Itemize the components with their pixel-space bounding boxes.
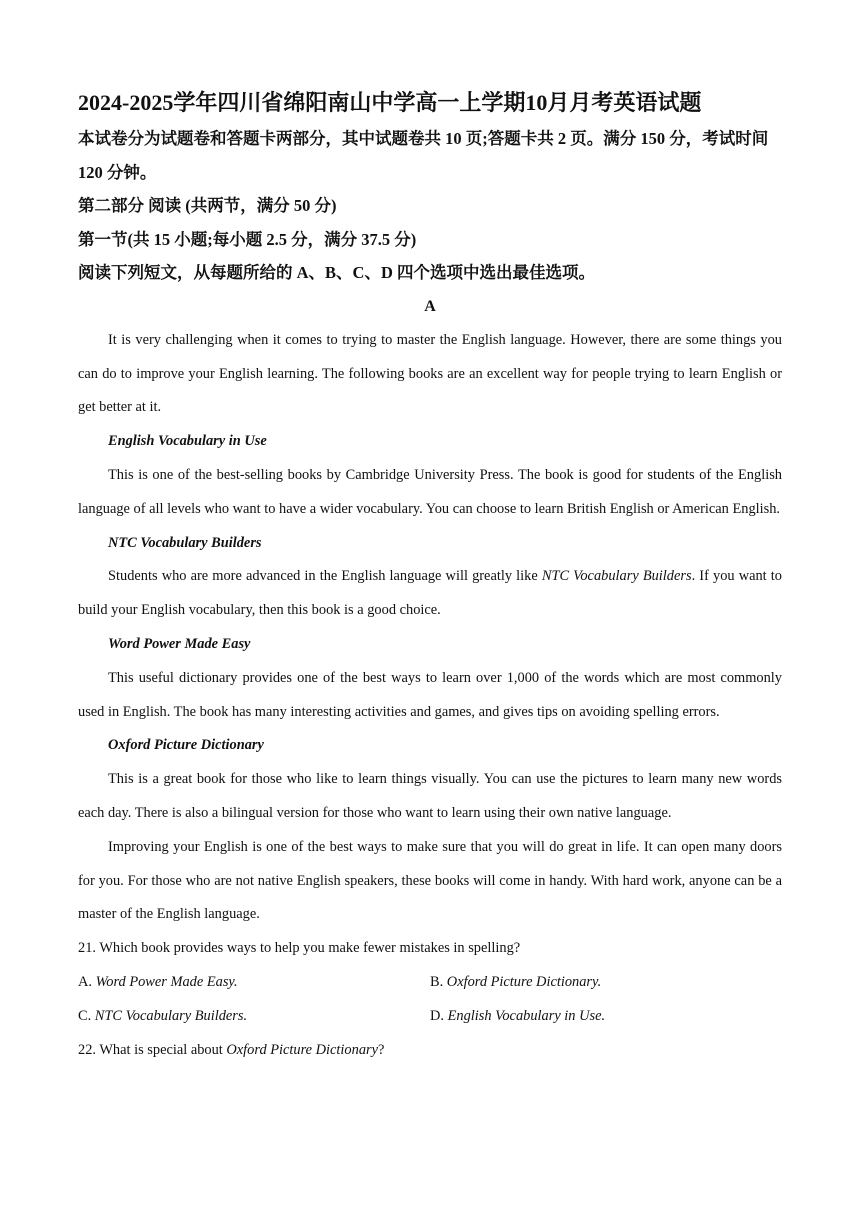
section-heading: 第一节(共 15 小题;每小题 2.5 分，满分 37.5 分) — [78, 229, 417, 249]
option-text: Oxford Picture Dictionary. — [446, 973, 602, 990]
passage-closing-paragraph: Improving your English is one of the best ways to make sure that you will do great in life. It can open many doors for you. For those who are not native English speakers, these books will come in handy. With hard work, anyone can be a master of the English language. — [78, 838, 782, 923]
reading-instruction: 阅读下列短文，从每题所给的 A、B、C、D 四个选项中选出最佳选项。 — [78, 263, 596, 283]
book-description — [78, 560, 782, 628]
description-book-name: NTC Vocabulary Builders — [541, 568, 692, 585]
option-text: English Vocabulary in Use. — [447, 1007, 606, 1024]
answer-option — [78, 966, 430, 1000]
book-title: Word Power Made Easy — [108, 635, 251, 652]
answer-option — [430, 1000, 782, 1034]
option-letter: C. — [78, 1007, 95, 1024]
question-stem: 21. Which book provides ways to help you make fewer mistakes in spelling? — [78, 940, 521, 957]
passage-intro-paragraph: It is very challenging when it comes to trying to master the English language. However, there are some things you can do to improve your English learning. The following books are an excellent way for people trying to learn English or get better at it. — [78, 331, 782, 416]
question-stem — [78, 1034, 782, 1068]
option-letter: A. — [78, 973, 96, 990]
description-text: . If you want to build your English vocabulary, then this book is a good choice. — [78, 568, 782, 619]
document-title: 2024-2025学年四川省绵阳南山中学高一上学期10月月考英语试题 — [78, 90, 702, 115]
book-description: This useful dictionary provides one of the best ways to learn over 1,000 of the words which are most commonly used in English. The book has many interesting activities and games, and gives tips on avoiding spelling errors. — [78, 669, 782, 720]
description-text: Students who are more advanced in the English language will greatly like — [108, 568, 542, 585]
option-text: Word Power Made Easy. — [95, 973, 238, 990]
option-letter: D. — [430, 1007, 448, 1024]
option-text: NTC Vocabulary Builders. — [94, 1007, 248, 1024]
book-title: English Vocabulary in Use — [108, 433, 267, 450]
answer-option — [430, 966, 782, 1000]
stem-text: ? — [378, 1041, 385, 1058]
stem-text: 22. What is special about — [78, 1041, 227, 1058]
option-letter: B. — [430, 973, 447, 990]
stem-book-name: Oxford Picture Dictionary — [226, 1041, 379, 1058]
book-description: This is a great book for those who like to learn things visually. You can use the pictures to learn many new words each day. There is also a bilingual version for those who want to learn using their own native language. — [78, 771, 782, 821]
part-heading: 第二部分 阅读 (共两节，满分 50 分) — [78, 196, 337, 216]
answer-options — [78, 966, 782, 1034]
exam-intro: 本试卷分为试题卷和答题卡两部分，其中试题卷共 10 页;答题卡共 2 页。满分 150 分，考试时间 120 分钟。 — [78, 129, 769, 182]
book-title: Oxford Picture Dictionary — [108, 737, 264, 754]
exam-page — [78, 86, 782, 1067]
passage-letter: A — [424, 297, 436, 315]
book-description: This is one of the best-selling books by Cambridge University Press. The book is good for students of the English language of all levels who want to have a wider vocabulary. You can choose to learn British English or American English. — [78, 466, 782, 517]
answer-option — [78, 1000, 430, 1034]
book-title: NTC Vocabulary Builders — [108, 534, 262, 551]
